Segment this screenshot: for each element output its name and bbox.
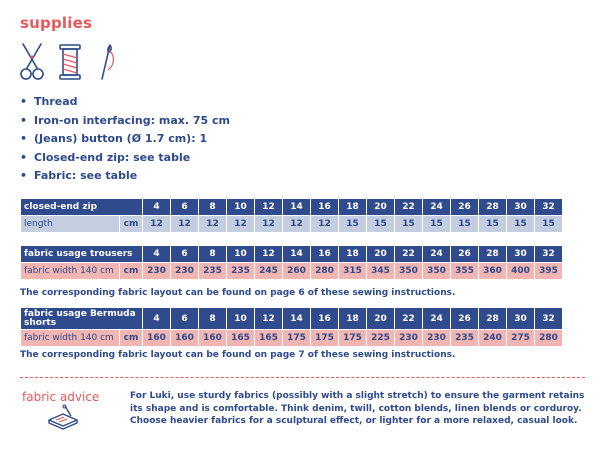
size-header-cell: 32 bbox=[535, 308, 562, 329]
size-header-cell: 26 bbox=[451, 246, 478, 262]
value-cell: 160 bbox=[171, 330, 198, 346]
value-cell: 235 bbox=[199, 263, 226, 279]
value-cell: 12 bbox=[199, 216, 226, 232]
list-item: • (Jeans) button (Ø 1.7 cm): 1 bbox=[20, 132, 208, 145]
scissors-icon bbox=[20, 42, 44, 84]
value-cell: 165 bbox=[255, 330, 282, 346]
table-header-row bbox=[21, 246, 562, 262]
value-cell: 15 bbox=[535, 216, 562, 232]
value-cell: 315 bbox=[339, 263, 366, 279]
value-cell: 230 bbox=[395, 330, 422, 346]
size-header-cell: 16 bbox=[311, 246, 338, 262]
size-header-cell: 10 bbox=[227, 308, 254, 329]
section-title: supplies bbox=[20, 14, 93, 32]
size-header-cell: 18 bbox=[339, 308, 366, 329]
value-cell: 165 bbox=[227, 330, 254, 346]
value-cell: 360 bbox=[479, 263, 506, 279]
value-cell: 12 bbox=[311, 216, 338, 232]
size-header-cell: 10 bbox=[227, 199, 254, 215]
value-cell: 12 bbox=[171, 216, 198, 232]
size-header-cell: 22 bbox=[395, 246, 422, 262]
size-header-cell: 4 bbox=[143, 246, 170, 262]
size-header-cell: 22 bbox=[395, 199, 422, 215]
size-header-cell: 18 bbox=[339, 246, 366, 262]
value-cell: 355 bbox=[451, 263, 478, 279]
size-header-cell: 32 bbox=[535, 199, 562, 215]
list-item: • Iron-on interfacing: max. 75 cm bbox=[20, 113, 230, 127]
row-label: fabric width 140 cm bbox=[21, 330, 119, 346]
trousers-fabric-table bbox=[20, 245, 563, 280]
table-row bbox=[21, 263, 562, 279]
value-cell: 15 bbox=[451, 216, 478, 232]
value-cell: 280 bbox=[535, 330, 562, 346]
value-cell: 160 bbox=[143, 330, 170, 346]
size-header-cell: 28 bbox=[479, 246, 506, 262]
size-header-cell: 20 bbox=[367, 246, 394, 262]
value-cell: 230 bbox=[423, 330, 450, 346]
advice-title: fabric advice bbox=[22, 390, 100, 404]
value-cell: 12 bbox=[143, 216, 170, 232]
size-header-cell: 8 bbox=[199, 199, 226, 215]
table-row bbox=[21, 330, 562, 346]
size-header-cell: 4 bbox=[143, 199, 170, 215]
bermuda-fabric-table bbox=[20, 307, 563, 347]
value-cell: 395 bbox=[535, 263, 562, 279]
value-cell: 12 bbox=[255, 216, 282, 232]
size-header-cell: 12 bbox=[255, 246, 282, 262]
value-cell: 260 bbox=[283, 263, 310, 279]
row-label: length bbox=[21, 216, 119, 232]
size-header-cell: 30 bbox=[507, 246, 534, 262]
value-cell: 175 bbox=[339, 330, 366, 346]
value-cell: 15 bbox=[479, 216, 506, 232]
value-cell: 275 bbox=[507, 330, 534, 346]
value-cell: 345 bbox=[367, 263, 394, 279]
size-header-cell: 10 bbox=[227, 246, 254, 262]
size-header-cell: 8 bbox=[199, 246, 226, 262]
value-cell: 350 bbox=[423, 263, 450, 279]
value-cell: 235 bbox=[227, 263, 254, 279]
value-cell: 15 bbox=[367, 216, 394, 232]
size-header-cell: 14 bbox=[283, 308, 310, 329]
size-header-cell: 8 bbox=[199, 308, 226, 329]
size-header-cell: 26 bbox=[451, 199, 478, 215]
size-header-cell: 28 bbox=[479, 308, 506, 329]
value-cell: 235 bbox=[451, 330, 478, 346]
unit-label: cm bbox=[120, 263, 142, 279]
zip-length-table bbox=[20, 198, 563, 233]
table-header-label: fabric usage Bermuda shorts bbox=[21, 308, 142, 329]
value-cell: 230 bbox=[143, 263, 170, 279]
value-cell: 175 bbox=[283, 330, 310, 346]
table-header-row bbox=[21, 199, 562, 215]
size-header-cell: 30 bbox=[507, 308, 534, 329]
divider bbox=[20, 377, 585, 378]
size-header-cell: 6 bbox=[171, 308, 198, 329]
value-cell: 240 bbox=[479, 330, 506, 346]
value-cell: 12 bbox=[283, 216, 310, 232]
size-header-cell: 32 bbox=[535, 246, 562, 262]
list-item: • Fabric: see table bbox=[20, 169, 138, 182]
value-cell: 160 bbox=[199, 330, 226, 346]
trousers-layout-note: The corresponding fabric layout can be found on page 6 of these sewing instructions. bbox=[20, 288, 456, 298]
size-header-cell: 14 bbox=[283, 199, 310, 215]
row-label: fabric width 140 cm bbox=[21, 263, 119, 279]
size-header-cell: 24 bbox=[423, 246, 450, 262]
supplies-icons bbox=[20, 42, 118, 84]
size-header-cell: 18 bbox=[339, 199, 366, 215]
size-header-cell: 16 bbox=[311, 308, 338, 329]
size-header-cell: 4 bbox=[143, 308, 170, 329]
value-cell: 280 bbox=[311, 263, 338, 279]
bermuda-layout-note: The corresponding fabric layout can be found on page 7 of these sewing instructions. bbox=[20, 350, 456, 360]
value-cell: 230 bbox=[171, 263, 198, 279]
table-header-row bbox=[21, 308, 562, 329]
size-header-cell: 6 bbox=[171, 199, 198, 215]
size-header-cell: 20 bbox=[367, 199, 394, 215]
size-header-cell: 24 bbox=[423, 308, 450, 329]
size-header-cell: 20 bbox=[367, 308, 394, 329]
supplies-list bbox=[20, 93, 230, 186]
value-cell: 245 bbox=[255, 263, 282, 279]
size-header-cell: 12 bbox=[255, 308, 282, 329]
size-header-cell: 30 bbox=[507, 199, 534, 215]
size-header-cell: 26 bbox=[451, 308, 478, 329]
table-row bbox=[21, 216, 562, 232]
thread-spool-icon bbox=[58, 42, 82, 84]
value-cell: 15 bbox=[507, 216, 534, 232]
unit-label: cm bbox=[120, 330, 142, 346]
advice-text: For Luki, use sturdy fabrics (possibly with a slight stretch) to ensure the garment retains its shape and is comfortable. Think denim, twill, cotton blends, linen blends or corduroy. Choose heavier fabrics for a sculptural effect, or lighter for a more relaxed, casual look. bbox=[130, 391, 585, 426]
value-cell: 400 bbox=[507, 263, 534, 279]
needle-icon bbox=[96, 42, 118, 84]
value-cell: 12 bbox=[227, 216, 254, 232]
list-item: • Closed-end zip: see table bbox=[20, 150, 191, 164]
value-cell: 15 bbox=[395, 216, 422, 232]
value-cell: 350 bbox=[395, 263, 422, 279]
size-header-cell: 22 bbox=[395, 308, 422, 329]
size-header-cell: 12 bbox=[255, 199, 282, 215]
unit-label: cm bbox=[120, 216, 142, 232]
value-cell: 225 bbox=[367, 330, 394, 346]
value-cell: 15 bbox=[423, 216, 450, 232]
size-header-cell: 14 bbox=[283, 246, 310, 262]
value-cell: 15 bbox=[339, 216, 366, 232]
size-header-cell: 28 bbox=[479, 199, 506, 215]
table-header-label: closed-end zip bbox=[21, 199, 142, 215]
value-cell: 175 bbox=[311, 330, 338, 346]
table-header-label: fabric usage trousers bbox=[21, 246, 142, 262]
size-header-cell: 16 bbox=[311, 199, 338, 215]
list-item: • Thread bbox=[20, 95, 78, 108]
size-header-cell: 24 bbox=[423, 199, 450, 215]
size-header-cell: 6 bbox=[171, 246, 198, 262]
fabric-stack-icon bbox=[47, 404, 79, 434]
